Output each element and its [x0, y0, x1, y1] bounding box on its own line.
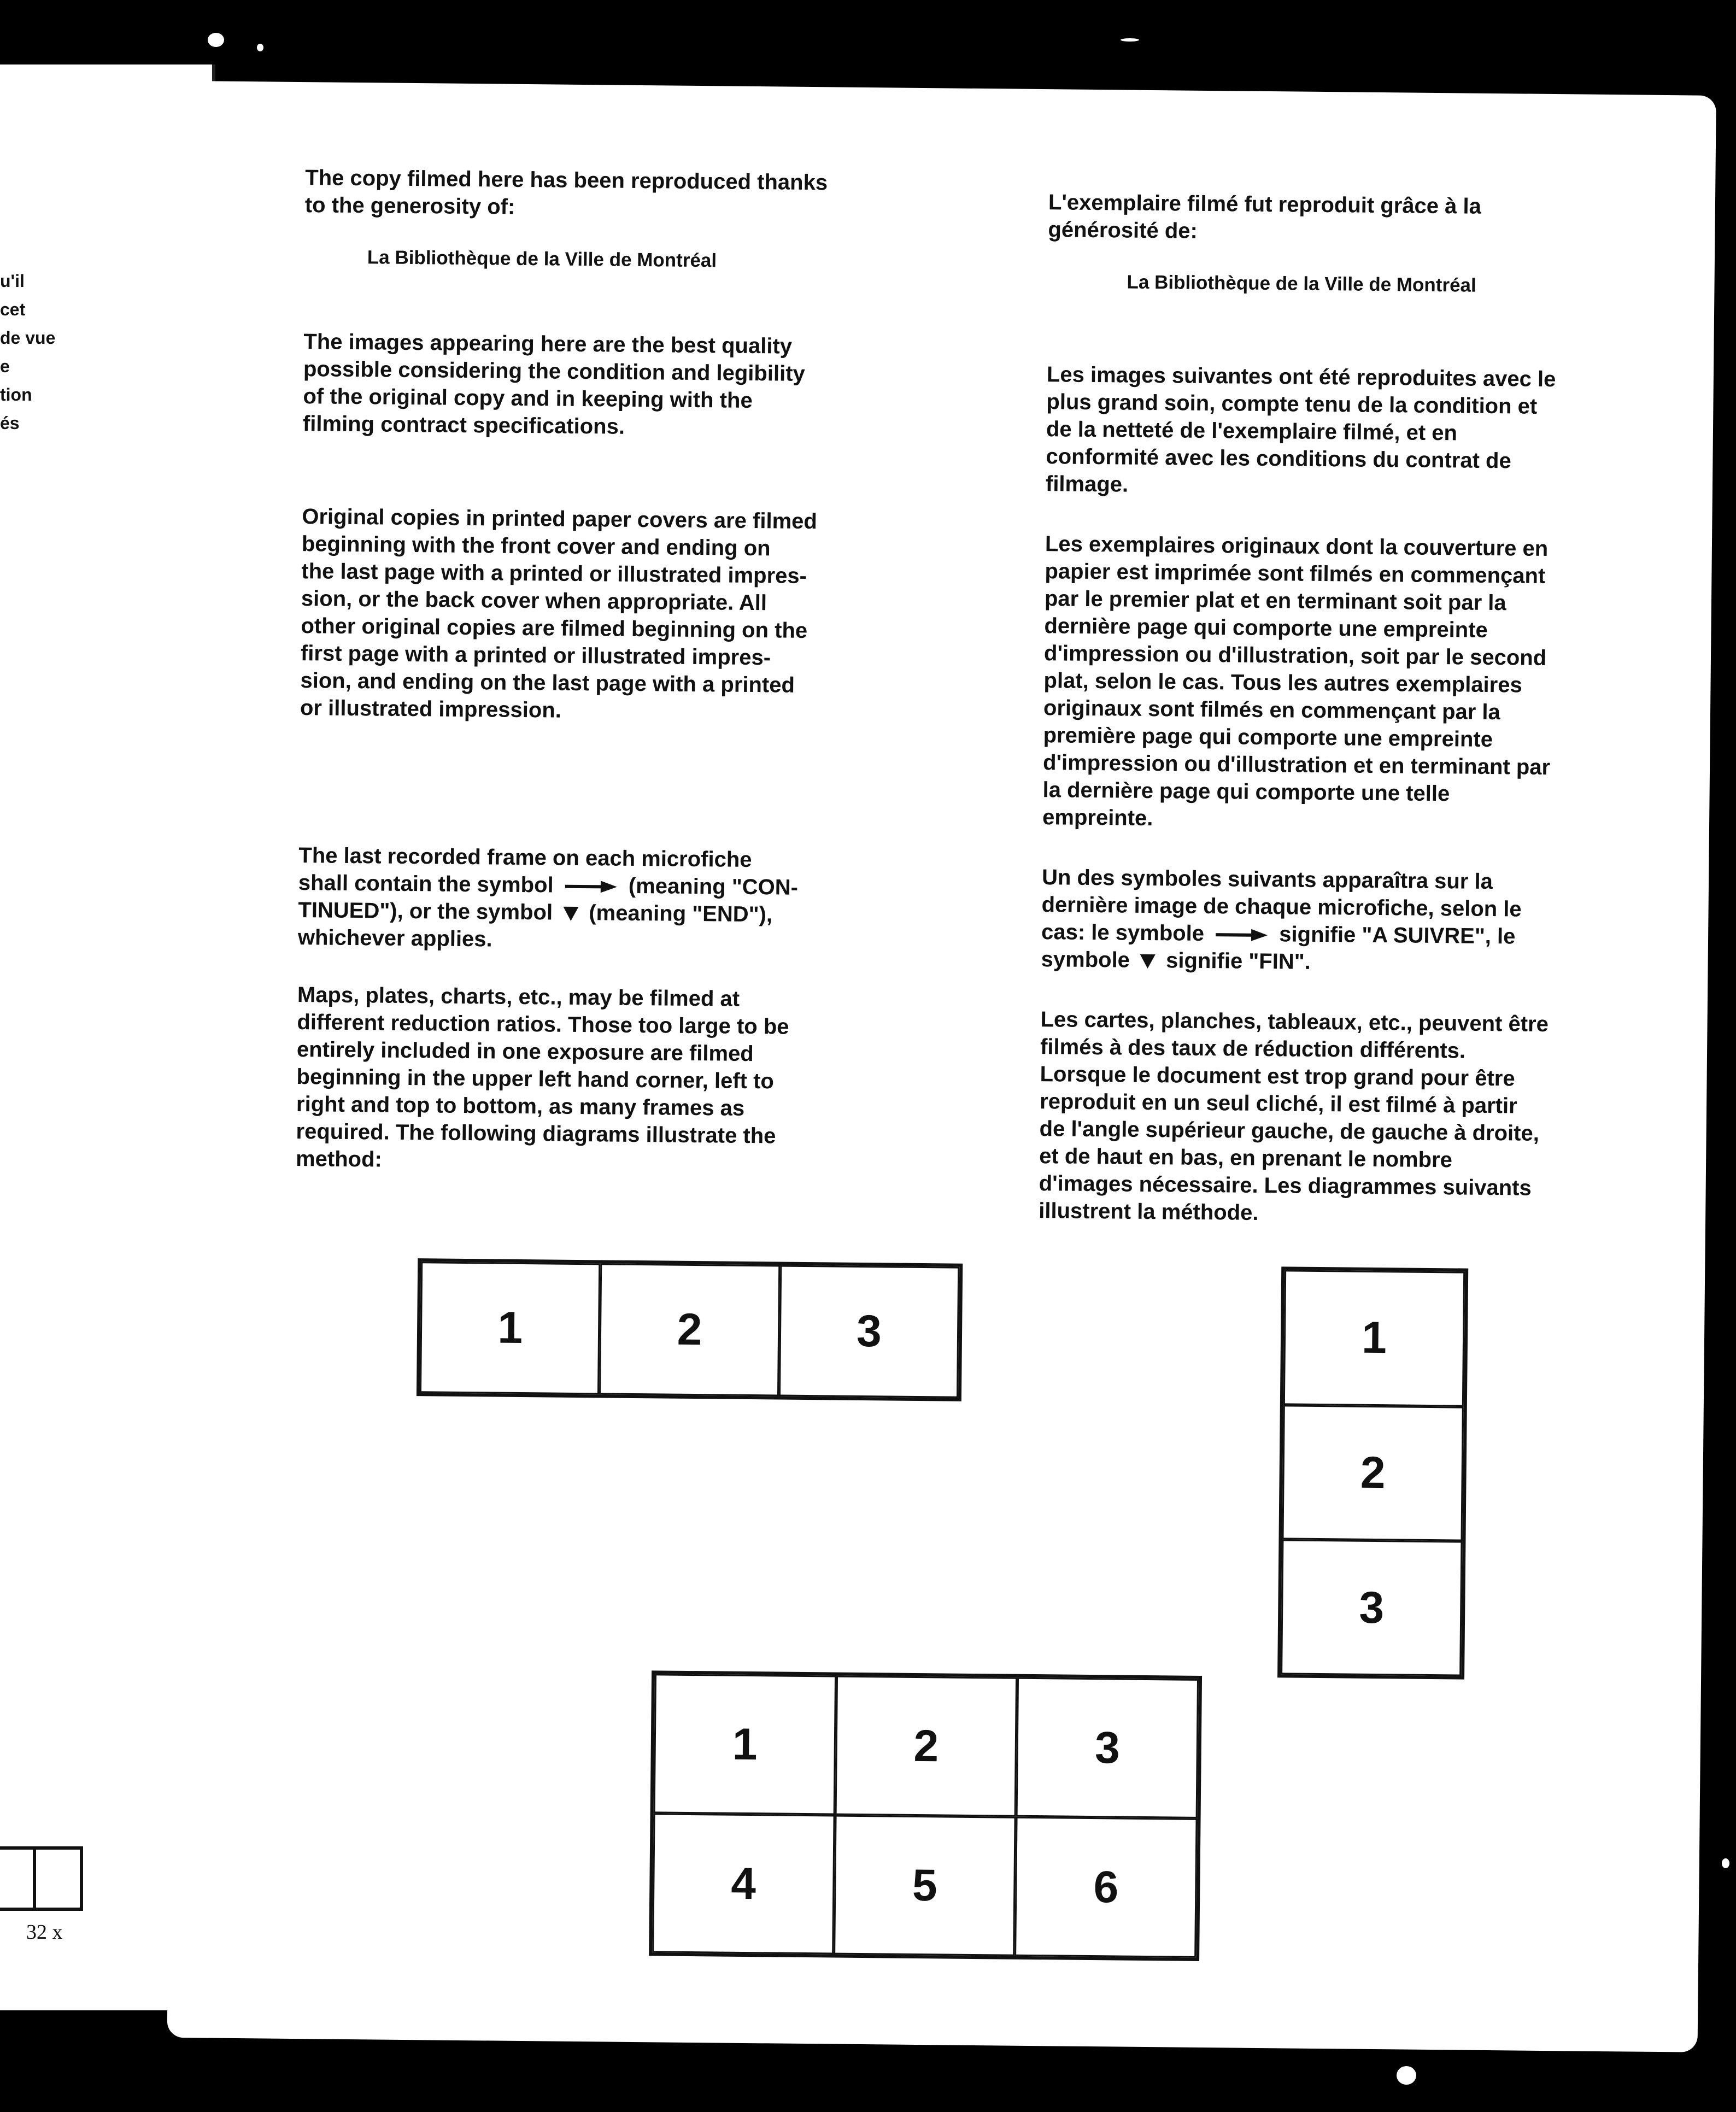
scan-speck: [208, 33, 224, 47]
text-line: filmage.: [1045, 472, 1129, 497]
previous-page-fragment: cet: [0, 300, 26, 319]
frame-cell: 3: [1281, 1540, 1462, 1676]
frame-cell: 5: [834, 1815, 1016, 1956]
text-line: entirely included in one exposure are filmed: [296, 1037, 754, 1066]
text-line: The last recorded frame on each microfiche: [298, 843, 752, 872]
text-line: beginning in the upper left hand corner, left to: [296, 1065, 775, 1094]
scan-speck: [257, 44, 263, 51]
previous-page-fragment: de vue: [0, 328, 56, 348]
text-line: signifie "A SUIVRE", le: [1279, 922, 1516, 949]
frame-cell: 2: [599, 1263, 780, 1396]
text-line: Les exemplaires originaux dont la couverture en: [1045, 532, 1549, 561]
scan-speck: [1722, 1858, 1729, 1868]
text-line: dernière image de chaque microfiche, selon le: [1041, 893, 1522, 922]
horizontal-frames-diagram: [417, 1258, 963, 1401]
text-line: (meaning "END"),: [589, 901, 773, 927]
thanks-paragraph-fr: [1048, 189, 1677, 249]
previous-page-fragment: tion: [0, 385, 32, 404]
text-line: the last page with a printed or illustrated impres-: [301, 559, 807, 588]
vertical-frames-diagram: [1277, 1266, 1468, 1679]
text-line: empreinte.: [1042, 805, 1153, 831]
text-line: right and top to bottom, as many frames as: [296, 1092, 745, 1120]
scan-speck: [1121, 38, 1139, 42]
text-line: d'impression ou d'illustration, soit par le second: [1043, 641, 1547, 670]
symbols-paragraph-fr: [1041, 864, 1670, 979]
text-line: TINUED"), or the symbol: [298, 898, 553, 925]
continued-arrow-icon: [1216, 929, 1268, 942]
frame-number: 32 x: [26, 1921, 63, 1944]
text-line: reproduit en un seul cliché, il est filmé à partir: [1039, 1089, 1517, 1118]
text-line: Maps, plates, charts, etc., may be filmed at: [297, 983, 740, 1011]
previous-diagram-cell: [33, 1846, 83, 1911]
text-line: beginning with the front cover and ending on: [301, 532, 771, 561]
english-column: [296, 164, 934, 1178]
end-triangle-icon: [1140, 954, 1156, 969]
quality-paragraph: [303, 328, 932, 443]
text-line: required. The following diagrams illustrate the: [296, 1119, 776, 1148]
text-line: illustrent la méthode.: [1039, 1199, 1259, 1225]
text-line: Les cartes, planches, tableaux, etc., peuvent être: [1040, 1007, 1549, 1037]
french-column: [1039, 189, 1677, 1230]
library-name-fr: La Bibliothèque de la Ville de Montréal: [1127, 271, 1476, 296]
library-name: La Bibliothèque de la Ville de Montréal: [367, 247, 717, 272]
end-triangle-icon: [563, 907, 578, 921]
text-line: different reduction ratios. Those too large to be: [297, 1010, 789, 1039]
scan-speck: [1397, 2066, 1416, 2085]
text-line: plat, selon le cas. Tous les autres exemplaires: [1043, 668, 1522, 697]
text-line: of the original copy and in keeping with the: [303, 384, 753, 413]
text-line: plus grand soin, compte tenu de la condition et: [1046, 390, 1538, 419]
frame-cell: 6: [1014, 1817, 1197, 1958]
frame-cell: 3: [779, 1265, 960, 1398]
previous-page-fragment: e: [0, 356, 10, 376]
frame-cell: 1: [420, 1262, 601, 1394]
thanks-paragraph: [305, 164, 934, 225]
symbols-paragraph: [298, 842, 928, 957]
text-line: la dernière page qui comporte une telle: [1042, 778, 1450, 806]
text-line: L'exemplaire filmé fut reproduit grâce à la: [1048, 190, 1482, 219]
text-line: première page qui comporte une empreinte: [1043, 723, 1493, 752]
text-line: The images appearing here are the best quality: [303, 330, 793, 359]
grid-frames-diagram: [649, 1670, 1202, 1961]
text-line: (meaning "CON-: [628, 873, 799, 900]
covers-paragraph: [300, 503, 931, 728]
text-line: first page with a printed or illustrated impres-: [300, 641, 771, 670]
text-line: dernière page qui comporte une empreinte: [1044, 614, 1488, 642]
continued-arrow-icon: [565, 881, 617, 893]
text-line: sion, or the back cover when appropriate. All: [301, 586, 767, 615]
text-line: Un des symboles suivants apparaîtra sur la: [1041, 865, 1493, 894]
previous-page-diagram: [0, 1846, 83, 1906]
maps-paragraph: [296, 981, 926, 1178]
text-line: other original copies are filmed beginning on the: [301, 614, 808, 643]
text-line: générosité de:: [1048, 218, 1198, 243]
covers-paragraph-fr: [1042, 530, 1674, 837]
text-line: shall contain the symbol: [298, 871, 554, 897]
text-line: d'impression ou d'illustration et en terminant par: [1042, 750, 1551, 780]
text-line: conformité avec les conditions du contrat de: [1046, 444, 1511, 473]
previous-page-fragment: és: [0, 413, 20, 433]
text-line: sion, and ending on the last page with a printed: [300, 668, 795, 697]
frame-cell: 2: [835, 1676, 1017, 1817]
frame-cell: 4: [652, 1813, 835, 1954]
text-line: Original copies in printed paper covers are filmed: [302, 504, 818, 534]
frame-cell: 2: [1282, 1405, 1463, 1541]
quality-paragraph-fr: [1046, 361, 1675, 503]
text-line: filmés à des taux de réduction différents.: [1040, 1035, 1466, 1063]
microfiche-target-page: [167, 81, 1716, 2052]
text-line: possible considering the condition and legibility: [303, 357, 805, 386]
text-line: Lorsque le document est trop grand pour être: [1040, 1062, 1515, 1091]
text-line: de la netteté de l'exemplaire filmé, et en: [1046, 417, 1458, 445]
frame-cell: 1: [1283, 1270, 1465, 1406]
text-line: The copy filmed here has been reproduced thanks: [305, 166, 828, 195]
text-line: de l'angle supérieur gauche, de gauche à droite,: [1039, 1117, 1540, 1146]
text-line: Les images suivantes ont été reproduites avec le: [1046, 362, 1556, 392]
text-line: filming contract specifications.: [302, 412, 625, 439]
text-line: symbole: [1041, 947, 1130, 972]
text-line: to the generosity of:: [304, 193, 515, 219]
frame-cell: 1: [654, 1674, 836, 1815]
text-line: et de haut en bas, en prenant le nombre: [1039, 1144, 1453, 1172]
text-line: method:: [295, 1147, 383, 1172]
text-line: signifie "FIN".: [1165, 948, 1311, 974]
text-line: or illustrated impression.: [300, 696, 562, 723]
text-line: papier est imprimée sont filmés en commençant: [1045, 559, 1546, 588]
text-line: whichever applies.: [297, 925, 492, 952]
text-line: cas: le symbole: [1041, 920, 1205, 946]
frame-cell: 3: [1016, 1677, 1199, 1818]
text-line: par le premier plat et en terminant soit par la: [1044, 586, 1506, 615]
previous-diagram-cell: [0, 1846, 36, 1911]
maps-paragraph-fr: [1039, 1006, 1669, 1230]
previous-page-fragment: u'il: [0, 271, 25, 291]
text-line: d'images nécessaire. Les diagrammes suivants: [1039, 1171, 1532, 1200]
text-line: originaux sont filmés en commençant par la: [1043, 696, 1500, 725]
